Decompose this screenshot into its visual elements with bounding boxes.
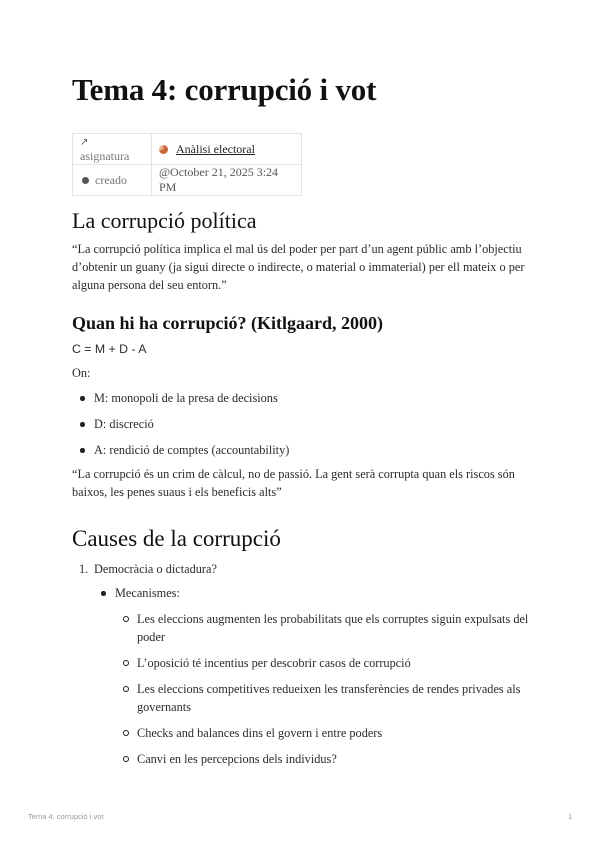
properties-table bbox=[72, 133, 302, 196]
heading-causes-corrupcio: Causes de la corrupció bbox=[72, 526, 281, 551]
asignatura-link[interactable]: Anàlisi electoral bbox=[176, 141, 255, 156]
list-item bbox=[79, 560, 529, 578]
list-item: D: discreció bbox=[94, 415, 524, 433]
kitlgaard-quote: “La corrupció és un crim de càlcul, no de passió. La gent serà corrupta quan els riscos són baixos, les penes suaus i els beneficis alts” bbox=[72, 467, 515, 499]
property-key: creado bbox=[95, 172, 127, 187]
list-item: L’oposició té incentius per descobrir casos de corrupció bbox=[137, 654, 532, 672]
list-number: 1. bbox=[79, 562, 89, 576]
formula: C = M + D - A bbox=[72, 342, 147, 356]
list-item: Les eleccions augmenten les probabilitats que els corruptes siguin expulsats del poder bbox=[137, 610, 532, 646]
heading-quan-hi-ha-corrupcio: Quan hi ha corrupció? (Kitlgaard, 2000) bbox=[72, 313, 384, 333]
page-number: 1 bbox=[568, 812, 573, 821]
list-item: A: rendició de comptes (accountability) bbox=[94, 441, 524, 459]
heading-corrupcio-politica: La corrupció política bbox=[72, 208, 257, 233]
list-item: Mecanismes: bbox=[115, 584, 525, 602]
cause-label: Democràcia o dictadura? bbox=[94, 562, 217, 576]
causes-list bbox=[79, 560, 529, 578]
list-item: Checks and balances dins el govern i entre poders bbox=[137, 724, 532, 742]
course-page-icon bbox=[159, 145, 168, 154]
property-row-creado bbox=[73, 165, 302, 196]
property-value-link[interactable] bbox=[152, 134, 302, 165]
mechanisms-list bbox=[115, 584, 525, 602]
arrow-up-right-icon: ↗ bbox=[80, 137, 89, 148]
property-key: asignatura bbox=[80, 149, 130, 163]
page-title: Tema 4: corrupció i vot bbox=[72, 72, 377, 107]
created-date: @October 21, 2025 3:24 PM bbox=[159, 165, 279, 194]
list-item: M: monopoli de la presa de decisions bbox=[94, 389, 524, 407]
definition-quote: “La corrupció política implica el mal ús del poder per part d’un agent públic amb l’objectiu d’obtenir un guany (ja sigui directe o indirecte, o material o immaterial) per ell mateix o per alguna persona del seu entorn.” bbox=[72, 242, 525, 292]
list-item: Canvi en les percepcions dels individus? bbox=[137, 750, 532, 768]
clock-icon bbox=[82, 177, 89, 184]
list-item: Les eleccions competitives redueixen les transferències de rendes privades als governants bbox=[137, 680, 532, 716]
formula-variables-list bbox=[94, 389, 524, 459]
property-row-asignatura bbox=[73, 134, 302, 165]
footer-title: Tema 4: corrupció i vot bbox=[28, 812, 104, 821]
on-label: On: bbox=[72, 366, 91, 380]
mechanisms-sublist bbox=[137, 610, 532, 768]
